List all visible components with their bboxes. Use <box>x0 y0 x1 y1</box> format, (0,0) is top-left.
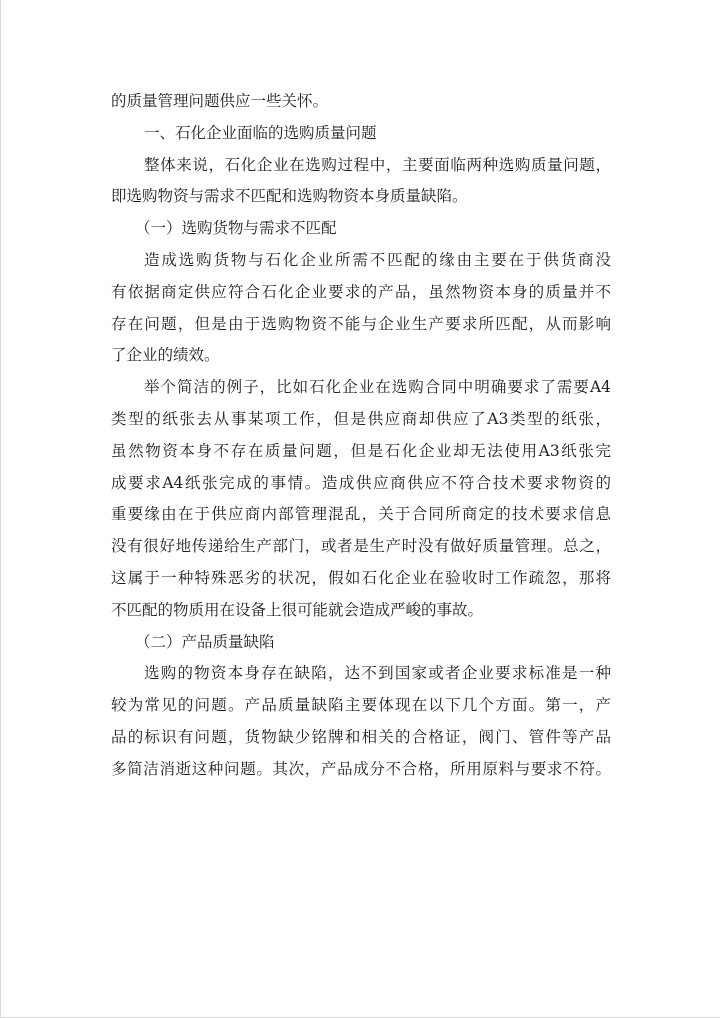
paragraph-line: 成要求A4纸张完成的事情。造成供应商供应不符合技术要求物资的 <box>111 473 611 492</box>
paragraph-line: 多简洁消逝这种问题。其次，产品成分不合格，所用原料与要求不符。 <box>111 759 611 778</box>
paragraph-line: 类型的纸张去从事某项工作，但是供应商却供应了A3类型的纸张， <box>111 409 611 428</box>
paragraph-line: 这属于一种特殊恶劣的状况，假如石化企业在验收时工作疏忽，那将 <box>111 568 611 587</box>
text-line: 的质量管理问题供应一些关怀。 <box>111 92 329 110</box>
paragraph-line: 没有很好地传递给生产部门，或者是生产时没有做好质量管理。总之， <box>111 537 611 556</box>
paragraph-line: 有依据商定供应符合石化企业要求的产品，虽然物资本身的质量并不 <box>111 282 611 301</box>
paragraph-line: 品的标识有问题，货物缺少铭牌和相关的合格证，阀门、管件等产品 <box>111 727 611 746</box>
paragraph-line: 较为常见的问题。产品质量缺陷主要体现在以下几个方面。第一，产 <box>111 696 611 715</box>
paragraph-line: 了企业的绩效。 <box>111 346 220 365</box>
paragraph-line: 即选购物资与需求不匹配和选购物资本身质量缺陷。 <box>111 187 468 206</box>
paragraph-line: 造成选购货物与石化企业所需不匹配的缘由主要在于供货商没 <box>144 250 611 269</box>
paragraph-line: 不匹配的物质用在设备上很可能就会造成严峻的事故。 <box>111 600 484 619</box>
paragraph-line: 重要缘由在于供应商内部管理混乱，关于合同所商定的技术要求信息 <box>111 505 611 524</box>
paragraph-line: 虽然物资本身不存在质量问题，但是石化企业却无法使用A3纸张完 <box>111 441 611 460</box>
document-body <box>111 86 611 786</box>
paragraph-line: 存在问题，但是由于选购物资不能与企业生产要求所匹配，从而影响 <box>111 314 611 333</box>
section-heading: 一、石化企业面临的选购质量问题 <box>144 123 377 142</box>
paragraph-line: 整体来说，石化企业在选购过程中，主要面临两种选购质量问题， <box>144 155 611 174</box>
paragraph-line: 举个简洁的例子，比如石化企业在选购合同中明确要求了需要A4 <box>144 378 611 397</box>
paragraph-line: 选购的物资本身存在缺陷，达不到国家或者企业要求标准是一种 <box>144 664 611 683</box>
subsection-heading: （一）选购货物与需求不匹配 <box>135 219 337 238</box>
subsection-heading: （二）产品质量缺陷 <box>135 632 275 651</box>
